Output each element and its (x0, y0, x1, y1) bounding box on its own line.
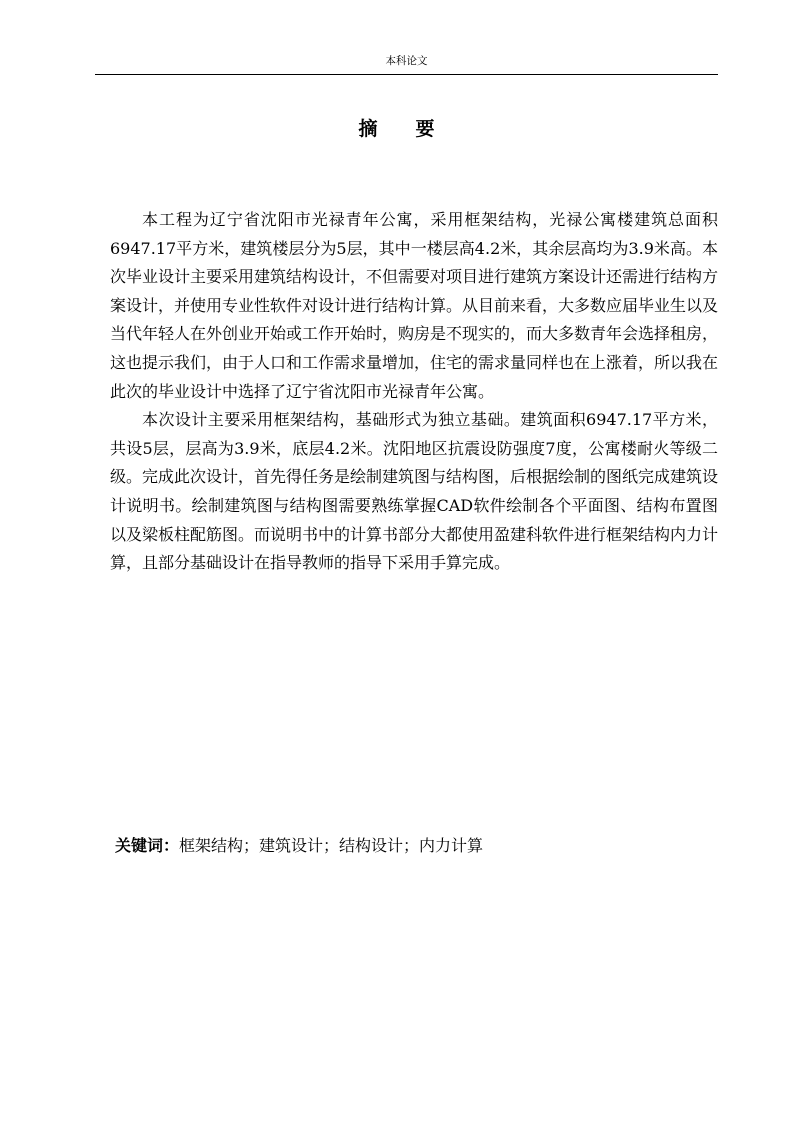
keywords-value: 框架结构；建筑设计；结构设计；内力计算 (179, 836, 484, 855)
keywords-line (115, 834, 715, 858)
abstract-paragraph-1: 本工程为辽宁省沈阳市光禄青年公寓，采用框架结构，光禄公寓楼建筑总面积6947.17平方米，建筑楼层分为5层，其中一楼层高4.2米，其余层高均为3.9米高。本次毕业设计主要采用建筑结构设计，不但需要对项目进行建筑方案设计还需进行结构方案设计，并使用专业性软件对设计进行结构计算。从目前来看，大多数应届毕业生以及当代年轻人在外创业开始或工作开始时，购房是不现实的，而大多数青年会选择租房，这也提示我们，由于人口和工作需求量增加，住宅的需求量同样也在上涨着，所以我在此次的毕业设计中选择了辽宁省沈阳市光禄青年公寓。 (110, 210, 719, 401)
abstract-paragraph-2: 本次设计主要采用框架结构，基础形式为独立基础。建筑面积6947.17平方米，共设5层，层高为3.9米，底层4.2米。沈阳地区抗震设防强度7度，公寓楼耐火等级二级。完成此次设计，首先得任务是绘制建筑图与结构图，后根据绘制的图纸完成建筑设计说明书。绘制建筑图与结构图需要熟练掌握CAD软件绘制各个平面图、结构布置图以及梁板柱配筋图。而说明书中的计算书部分大都使用盈建科软件进行框架结构内力计算，且部分基础设计在指导教师的指导下采用手算完成。 (110, 410, 719, 573)
header-text: 本科论文 (385, 55, 428, 67)
abstract-body (110, 206, 718, 578)
keywords-label: 关键词： (115, 836, 180, 855)
page-title: 摘要 (358, 118, 473, 140)
page-header (95, 52, 718, 75)
